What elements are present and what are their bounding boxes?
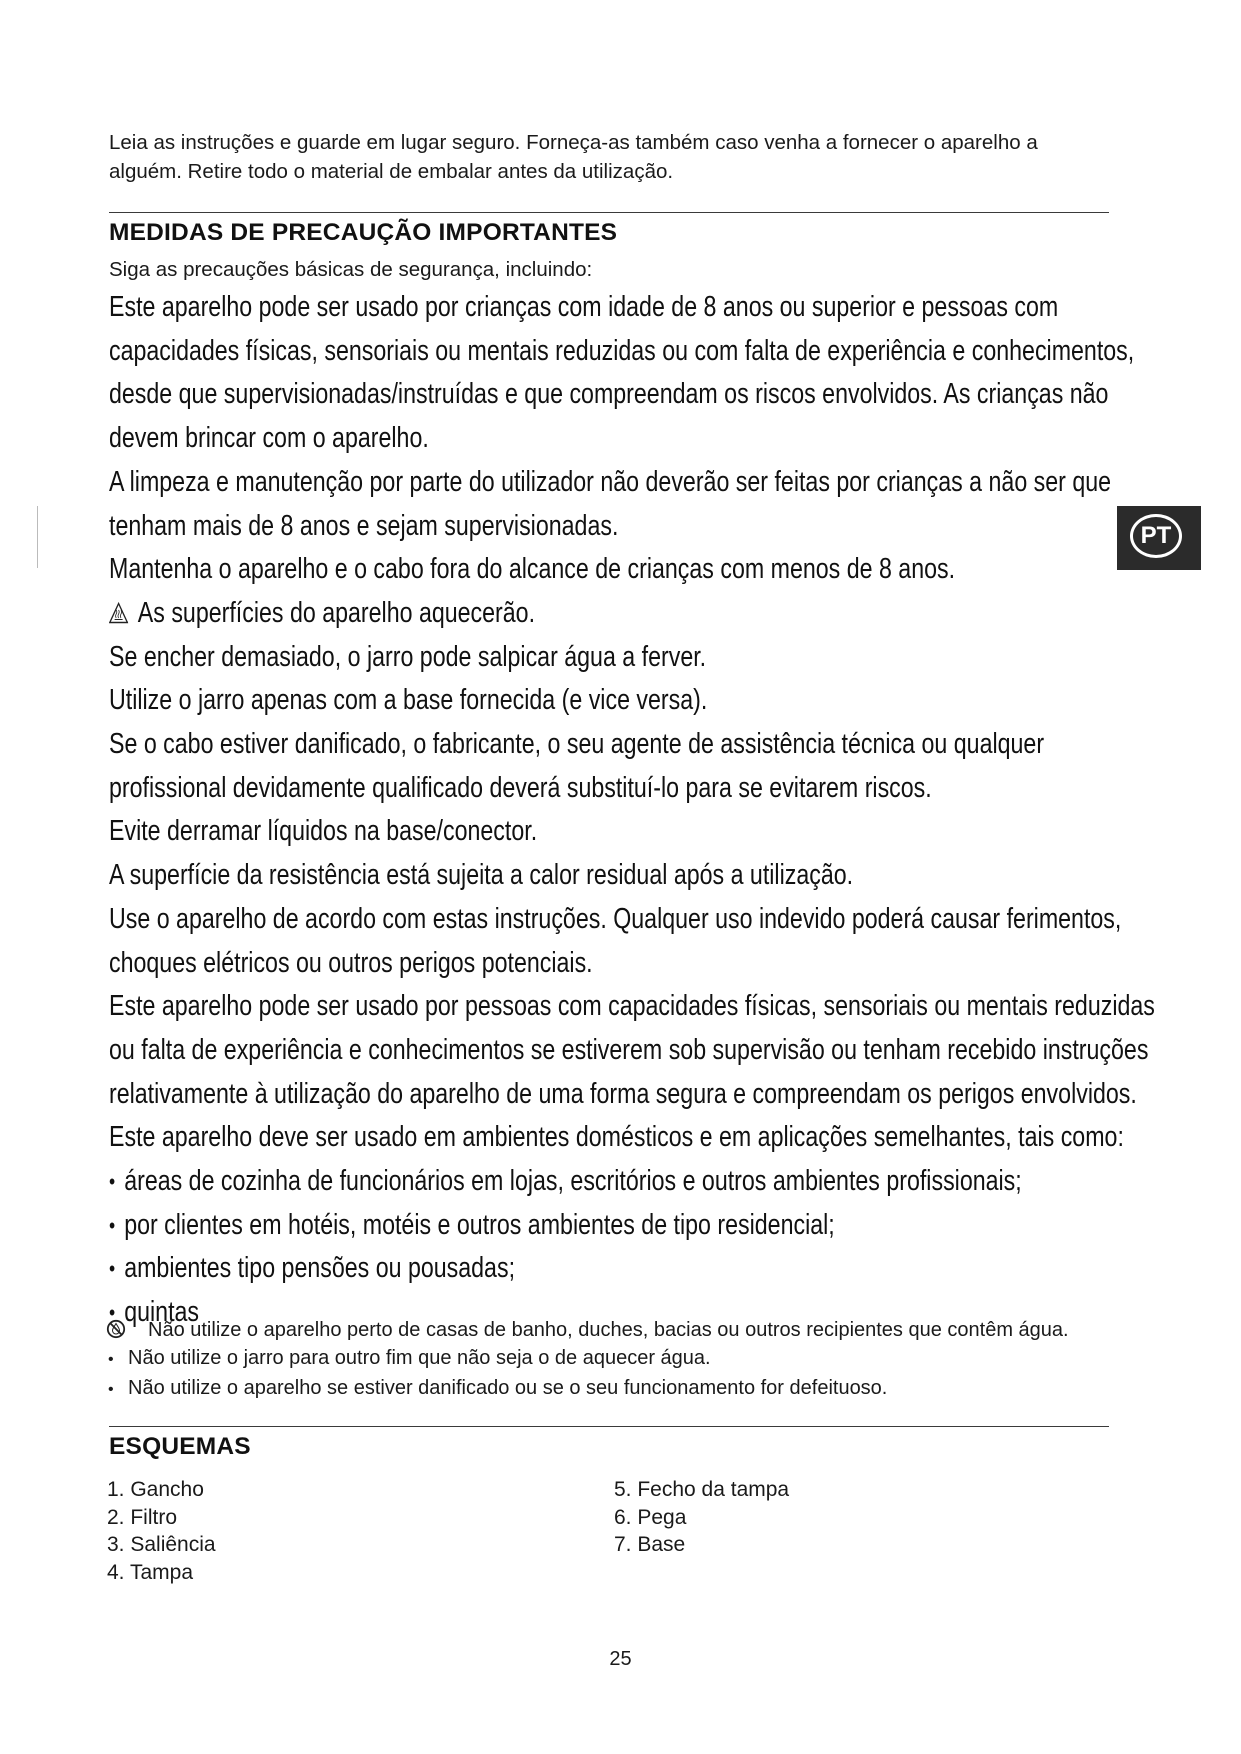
part-item: 1. Gancho (107, 1478, 204, 1501)
divider (109, 212, 1109, 213)
page-number: 25 (609, 1648, 632, 1670)
section-subtitle: Siga as precauções básicas de segurança, incluindo: (109, 258, 593, 281)
precaution-paragraph: Este aparelho deve ser usado em ambientes domésticos e em aplicações semelhantes, tais como: (109, 1121, 1124, 1154)
small-warning-row: Não utilize o aparelho perto de casas de banho, duches, bacias ou outros recipientes que contêm água. (106, 1316, 1136, 1344)
no-water-icon (106, 1319, 126, 1339)
divider (109, 1426, 1109, 1427)
precaution-paragraph: Se o cabo estiver danificado, o fabricante, o seu agente de assistência técnica ou qualquer profissional devidamente qualificado deverá substituí-lo para se evitarem riscos. (109, 728, 1045, 804)
small-warnings (106, 1316, 1136, 1404)
section-title-precautions: MEDIDAS DE PRECAUÇÃO IMPORTANTES (109, 219, 618, 246)
intro-text: Leia as instruções e guarde em lugar seguro. Forneça-as também caso venha a fornecer o aparelho a alguém. Retire todo o material de embalar antes da utilização. (109, 131, 1038, 183)
usage-bullet: • por clientes em hotéis, motéis e outros ambientes de tipo residencial; (109, 1204, 1157, 1248)
precaution-paragraph: Mantenha o aparelho e o cabo fora do alcance de crianças com menos de 8 anos. (109, 553, 956, 586)
small-warning-row: • Não utilize o jarro para outro fim que não seja o de aquecer água. (106, 1344, 1136, 1374)
precaution-paragraph: A limpeza e manutenção por parte do utilizador não deverão ser feitas por crianças a não ser que tenham mais de 8 anos e sejam supervisionadas. (109, 465, 1112, 542)
precautions-body (109, 286, 1157, 1335)
parts-list-right (614, 1476, 789, 1559)
language-badge: PT (1130, 514, 1182, 558)
precaution-paragraph: Este aparelho pode ser usado por pessoas com capacidades físicas, sensoriais ou mentais reduzidas ou falta de experiência e conhecimentos se estiverem sob supervisão ou tenham recebido instruções relativamente à utilização do aparelho de uma forma segura e compreendam os perigos envolvidos. (109, 990, 1155, 1110)
part-item: 4. Tampa (107, 1560, 193, 1584)
precaution-paragraph: Evite derramar líquidos na base/conector. (109, 815, 538, 848)
precaution-paragraph-hot: As superfícies do aparelho aquecerão. (109, 592, 1157, 636)
hot-surface-warning-icon (109, 602, 128, 624)
margin-mark (37, 506, 38, 568)
part-item: 2. Filtro (107, 1505, 178, 1529)
language-tab (1117, 506, 1201, 570)
usage-bullet: • ambientes tipo pensões ou pousadas; (109, 1247, 1157, 1291)
parts-list-left (107, 1476, 216, 1586)
section-title-diagrams: ESQUEMAS (109, 1433, 251, 1460)
part-item: 7. Base (614, 1533, 686, 1556)
usage-bullet: • áreas de cozinha de funcionários em lojas, escritórios e outros ambientes profissionais; (109, 1160, 1157, 1204)
part-item: 3. Saliência (107, 1533, 216, 1556)
precaution-paragraph: Este aparelho pode ser usado por crianças com idade de 8 anos ou superior e pessoas com capacidades físicas, sensoriais ou mentais reduzidas ou com falta de experiência e conhecimentos, desde que supervisionadas/instruídas e que compreendam os riscos envolvidos. As crianças não devem brincar com o aparelho. (109, 291, 1135, 455)
part-item: 6. Pega (614, 1505, 687, 1529)
part-item: 5. Fecho da tampa (614, 1478, 790, 1501)
precaution-paragraph: A superfície da resistência está sujeita a calor residual após a utilização. (109, 859, 854, 892)
bullet-dot: • (108, 1381, 114, 1398)
precaution-paragraph: Use o aparelho de acordo com estas instruções. Qualquer uso indevido poderá causar ferimentos, choques elétricos ou outros perigos potenciais. (109, 902, 1122, 979)
small-warning-row: • Não utilize o aparelho se estiver danificado ou se o seu funcionamento for defeituoso. (106, 1374, 1136, 1404)
precaution-paragraph: Utilize o jarro apenas com a base fornecida (e vice versa). (109, 684, 708, 717)
bullet-dot: • (108, 1351, 114, 1368)
usage-bullet: • quintas (109, 1291, 1157, 1335)
precaution-paragraph: Se encher demasiado, o jarro pode salpicar água a ferver. (109, 640, 707, 673)
